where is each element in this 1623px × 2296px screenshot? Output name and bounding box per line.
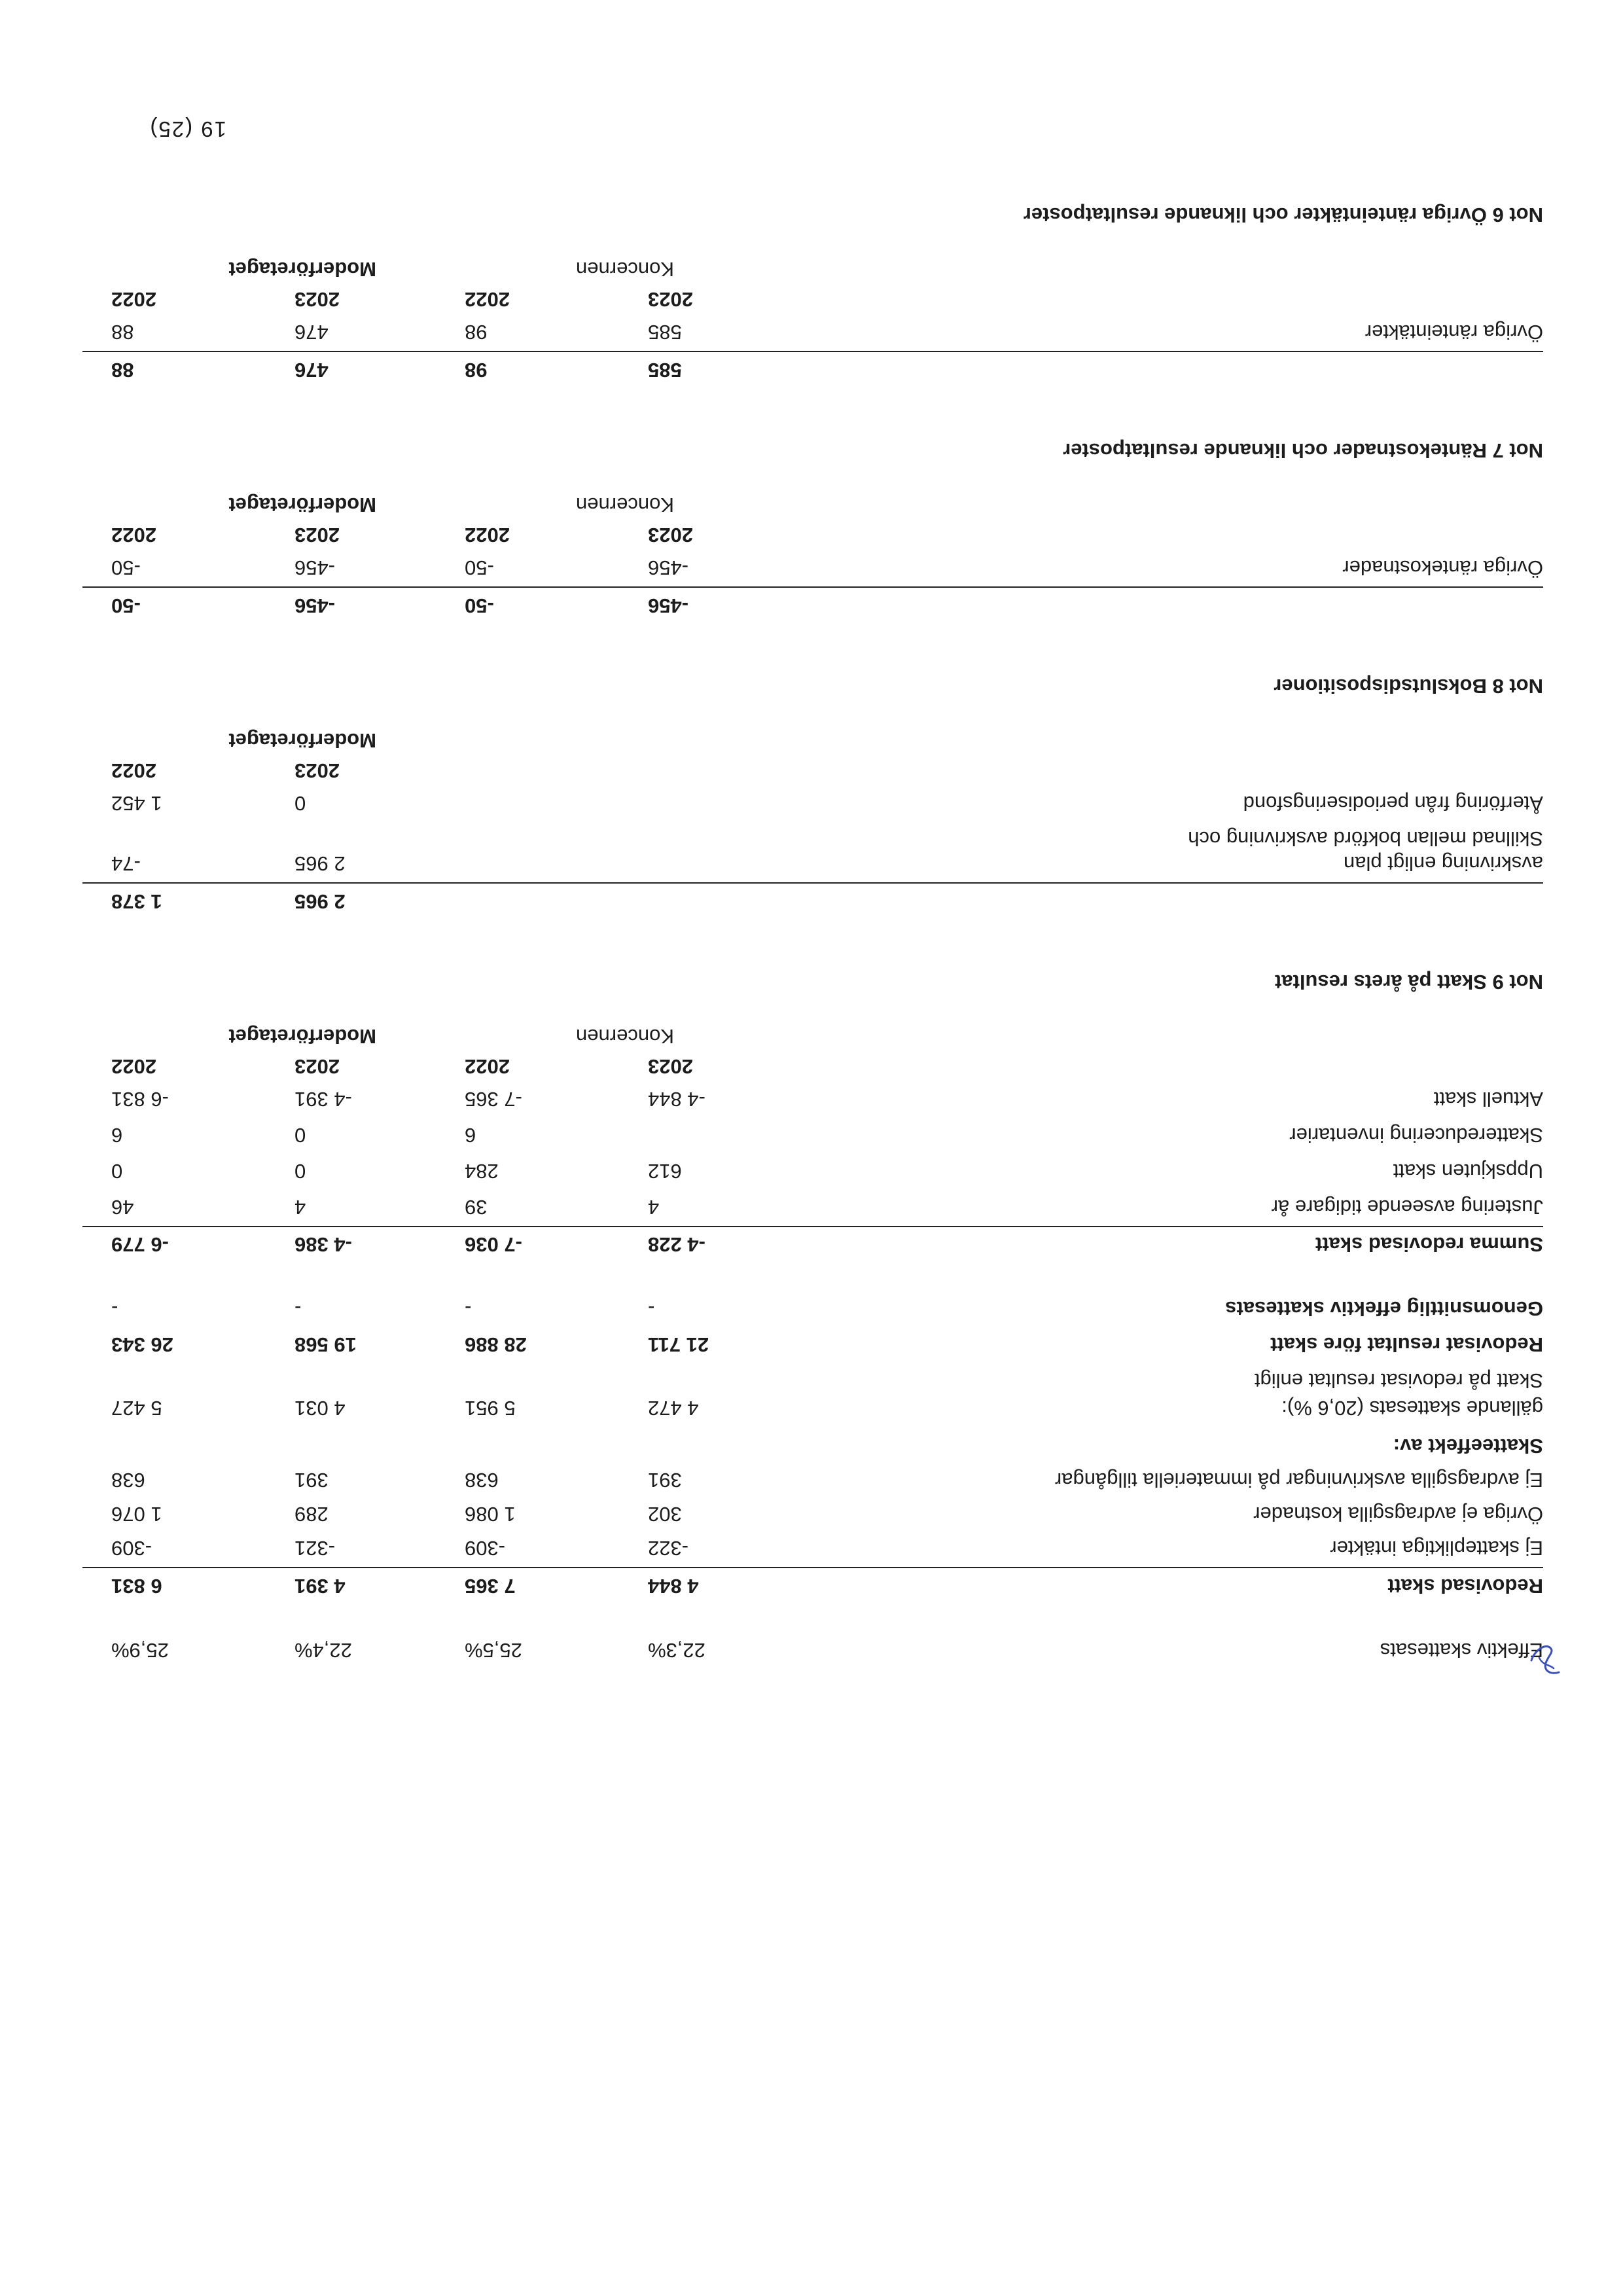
note9-pretax-value: 26 343	[111, 1333, 173, 1356]
note7-value: -456	[648, 556, 689, 579]
note9-effect-label: Ej avdragsgilla avskrivningar på immateriella tillgångar	[1054, 1469, 1543, 1492]
note9-parent-header: Moderföretaget	[228, 1025, 376, 1048]
note9-value: -4 391	[294, 1088, 352, 1111]
note9-value: -6 831	[111, 1088, 169, 1111]
note9-value: 46	[111, 1196, 134, 1219]
note9-rule-2	[82, 1567, 1543, 1568]
note9-effect-label: Ej skattepliktiga intäkter	[1330, 1537, 1543, 1560]
note8-rule	[82, 882, 1543, 884]
note8-year-2023: 2023	[294, 759, 340, 782]
note8-total: 2 965	[294, 890, 346, 913]
note9-effect-value: -309	[111, 1537, 152, 1560]
note8-row-label: Återföring från periodiseringsfond	[1243, 792, 1543, 815]
note9-effect-value: 1 076	[111, 1503, 162, 1526]
note9-reported-value: 4 391	[294, 1575, 346, 1598]
note7-group-header: Koncernen	[576, 493, 674, 516]
note6-parent-year-2023: 2023	[294, 288, 340, 311]
note8-total: 1 378	[111, 890, 162, 913]
note7-total: -456	[648, 594, 689, 617]
note9-pretax-value: 19 568	[294, 1333, 357, 1356]
note6-group-header: Koncernen	[576, 258, 674, 281]
note9-effect-value: -309	[465, 1537, 506, 1560]
note9-value: -4 844	[648, 1088, 705, 1111]
note9-avg-value: -	[111, 1297, 118, 1320]
note8-value: -74	[111, 852, 141, 875]
note8-year-2022: 2022	[111, 759, 156, 782]
note9-value: 4	[648, 1196, 660, 1219]
note9-avg-value: -	[648, 1297, 655, 1320]
note9-value: 0	[111, 1160, 123, 1183]
note9-year-2023: 2023	[648, 1055, 693, 1078]
note9-effective-value: 25,5%	[465, 1639, 522, 1662]
note8-row-label-cont: avskrivning enligt plan	[1343, 852, 1543, 875]
note9-value: 0	[294, 1124, 306, 1147]
note6-parent-header: Moderföretaget	[228, 258, 376, 281]
note9-parent-year-2022: 2022	[111, 1055, 156, 1078]
note6-value: 585	[648, 321, 682, 344]
note8-parent-header: Moderföretaget	[228, 729, 376, 752]
note7-value: -456	[294, 556, 336, 579]
note9-effect-value: 1 086	[465, 1503, 516, 1526]
note8-title: Not 8 Bokslutsdispositioner	[1274, 675, 1543, 698]
note9-value: 284	[465, 1160, 499, 1183]
note7-rule	[82, 586, 1543, 588]
note6-title: Not 6 Övriga ränteintäkter och liknande resultatposter	[1023, 204, 1543, 226]
note9-effect-value: 289	[294, 1503, 329, 1526]
note9-group-header: Koncernen	[576, 1025, 674, 1048]
note9-effect-value: 638	[465, 1469, 499, 1492]
note9-value: 0	[294, 1160, 306, 1183]
note6-rule	[82, 351, 1543, 352]
note9-value: 612	[648, 1160, 682, 1183]
note9-row-label: Skattereducering inventarier	[1289, 1124, 1543, 1147]
page-number: 19 (25)	[149, 117, 226, 141]
note9-pretax-label: Redovisat resultat före skatt	[1270, 1333, 1543, 1356]
note9-effect-value: 302	[648, 1503, 682, 1526]
note9-avg-label: Genomsnittlig effektiv skattesats	[1225, 1297, 1543, 1320]
note9-reported-label: Redovisad skatt	[1387, 1575, 1543, 1598]
note7-total: -50	[111, 594, 141, 617]
note7-parent-year-2023: 2023	[294, 524, 340, 547]
note9-taxrate-label-cont: gällande skattesats (20,6 %):	[1281, 1397, 1543, 1420]
note6-total: 476	[294, 359, 329, 382]
note9-rule	[82, 1226, 1543, 1227]
note9-sum-label: Summa redovisad skatt	[1315, 1233, 1543, 1256]
note9-effective-value: 22,3%	[648, 1639, 705, 1662]
note9-reported-value: 6 831	[111, 1575, 162, 1598]
note9-value: -7 365	[465, 1088, 522, 1111]
note9-effect-value: -322	[648, 1537, 689, 1560]
note9-pretax-value: 28 886	[465, 1333, 527, 1356]
note8-value: 2 965	[294, 852, 346, 875]
note7-total: -456	[294, 594, 336, 617]
note6-year-2022: 2022	[465, 288, 510, 311]
note8-value: 0	[294, 792, 306, 815]
note6-year-2023: 2023	[648, 288, 693, 311]
note9-taxrate-value: 5 427	[111, 1397, 162, 1420]
note7-parent-header: Moderföretaget	[228, 493, 376, 516]
note9-effect-value: 391	[294, 1469, 329, 1492]
note9-avg-value: -	[294, 1297, 302, 1320]
note9-effective-label: Effektiv skattesats	[1380, 1639, 1543, 1662]
note9-title: Not 9 Skatt på årets resultat	[1274, 971, 1543, 994]
note7-year-2023: 2023	[648, 524, 693, 547]
note9-parent-year-2023: 2023	[294, 1055, 340, 1078]
note9-row-label: Justering avseende tidigare år	[1271, 1196, 1543, 1219]
note9-value: 6	[465, 1124, 476, 1147]
note9-row-label: Aktuell skatt	[1433, 1088, 1543, 1111]
note9-row-label: Uppskjuten skatt	[1393, 1160, 1543, 1183]
note6-row-label: Övriga ränteintäkter	[1364, 321, 1543, 344]
note6-parent-year-2022: 2022	[111, 288, 156, 311]
note9-taxrate-label: Skatt på redovisat resultat enligt	[1254, 1369, 1543, 1392]
note6-total: 88	[111, 359, 134, 382]
note9-reported-value: 7 365	[465, 1575, 516, 1598]
note9-effect-value: 638	[111, 1469, 145, 1492]
note7-parent-year-2022: 2022	[111, 524, 156, 547]
note9-effective-value: 25,9%	[111, 1639, 169, 1662]
note9-value: 4	[294, 1196, 306, 1219]
note7-value: -50	[465, 556, 494, 579]
note9-sum-value: -6 779	[111, 1233, 169, 1256]
note7-row-label: Övriga räntekostnader	[1342, 556, 1543, 579]
note6-total: 98	[465, 359, 488, 382]
note7-year-2022: 2022	[465, 524, 510, 547]
note8-value: 1 452	[111, 792, 162, 815]
note9-value: 39	[465, 1196, 488, 1219]
note9-value: 6	[111, 1124, 123, 1147]
note9-effect-heading: Skatteeffekt av:	[1393, 1435, 1543, 1458]
note9-year-2022: 2022	[465, 1055, 510, 1078]
note9-effect-value: -321	[294, 1537, 336, 1560]
note9-sum-value: -4 386	[294, 1233, 352, 1256]
note9-taxrate-value: 4 031	[294, 1397, 346, 1420]
note9-effect-value: 391	[648, 1469, 682, 1492]
note7-total: -50	[465, 594, 494, 617]
note6-value: 98	[465, 321, 488, 344]
note9-reported-value: 4 844	[648, 1575, 699, 1598]
note9-effect-label: Övriga ej avdragsgilla kostnader	[1253, 1503, 1543, 1526]
handwritten-check-icon	[1527, 1642, 1563, 1677]
note9-sum-value: -4 228	[648, 1233, 705, 1256]
note6-value: 476	[294, 321, 329, 344]
note9-avg-value: -	[465, 1297, 472, 1320]
note9-sum-value: -7 036	[465, 1233, 522, 1256]
note6-value: 88	[111, 321, 134, 344]
note9-pretax-value: 21 711	[648, 1333, 709, 1356]
note9-effective-value: 22,4%	[294, 1639, 352, 1662]
note9-taxrate-value: 4 472	[648, 1397, 699, 1420]
note9-taxrate-value: 5 951	[465, 1397, 516, 1420]
note6-total: 585	[648, 359, 682, 382]
note7-value: -50	[111, 556, 141, 579]
note8-row-label: Skillnad mellan bokförd avskrivning och	[1188, 827, 1543, 850]
note7-title: Not 7 Räntekostnader och liknande resultatposter	[1063, 439, 1543, 462]
